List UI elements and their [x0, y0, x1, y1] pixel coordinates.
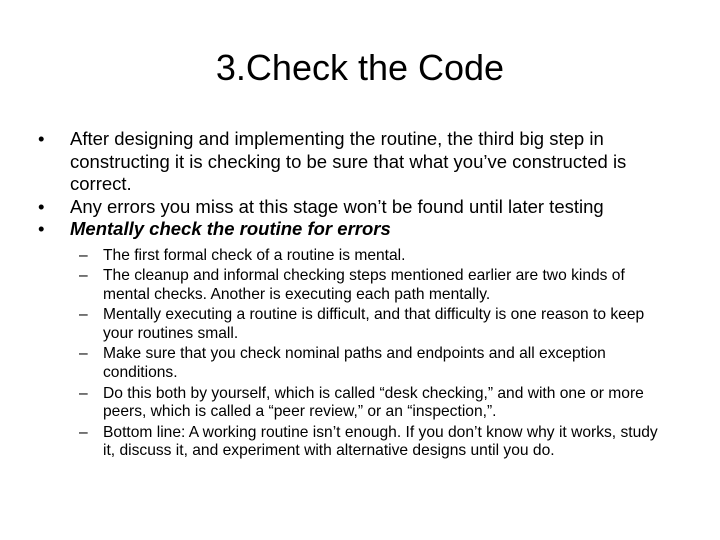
bullet-text: Any errors you miss at this stage won’t be found until later testing: [70, 195, 604, 217]
dash-marker: –: [79, 384, 88, 402]
bullet-marker: •: [38, 218, 45, 239]
sub-bullet-item: [0, 247, 673, 266]
bullet-marker: •: [38, 128, 45, 149]
dash-marker: –: [79, 267, 88, 285]
sub-bullet-item: [0, 385, 673, 422]
sub-bullet-text: The cleanup and informal checking steps mentioned earlier are two kinds of mental checks. Another is executing each path mentally.: [103, 267, 625, 303]
sub-bullet-text: Make sure that you check nominal paths and endpoints and all exception conditions.: [103, 345, 606, 382]
sub-bullet-text: Bottom line: A working routine isn’t enough. If you don’t know why it works, study it, discuss it, and experiment with alternative designs until you do.: [103, 423, 658, 460]
dash-marker: –: [79, 246, 88, 264]
sub-bullet-item: [0, 306, 673, 343]
bullet-item: [0, 196, 670, 219]
bullet-text: Mentally check the routine for errors: [70, 218, 391, 239]
bullet-item: [0, 128, 670, 196]
bullet-list: [0, 128, 720, 463]
dash-marker: –: [79, 423, 88, 441]
sub-bullet-item: [0, 424, 673, 461]
sub-bullet-text: Do this both by yourself, which is called “desk checking,” and with one or more peers, which is called a “peer review,” or an “inspection,”.: [103, 384, 644, 421]
bullet-item-emphasized: [0, 218, 670, 241]
sub-bullet-item: [0, 267, 673, 304]
sub-bullet-text: Mentally executing a routine is difficult, and that difficulty is one reason to keep your routines small.: [103, 306, 645, 342]
sub-bullet-list: [0, 247, 720, 462]
sub-bullet-container: [0, 247, 720, 462]
bullet-marker: •: [38, 195, 45, 217]
sub-bullet-text: The first formal check of a routine is mental.: [103, 246, 406, 264]
dash-marker: –: [79, 345, 88, 363]
dash-marker: –: [79, 306, 88, 324]
sub-bullet-item: [0, 345, 673, 382]
slide-title: 3.Check the Code: [215, 47, 505, 88]
bullet-text: After designing and implementing the routine, the third big step in constructing it is checking to be sure that what you’ve constructed is correct.: [70, 128, 627, 194]
